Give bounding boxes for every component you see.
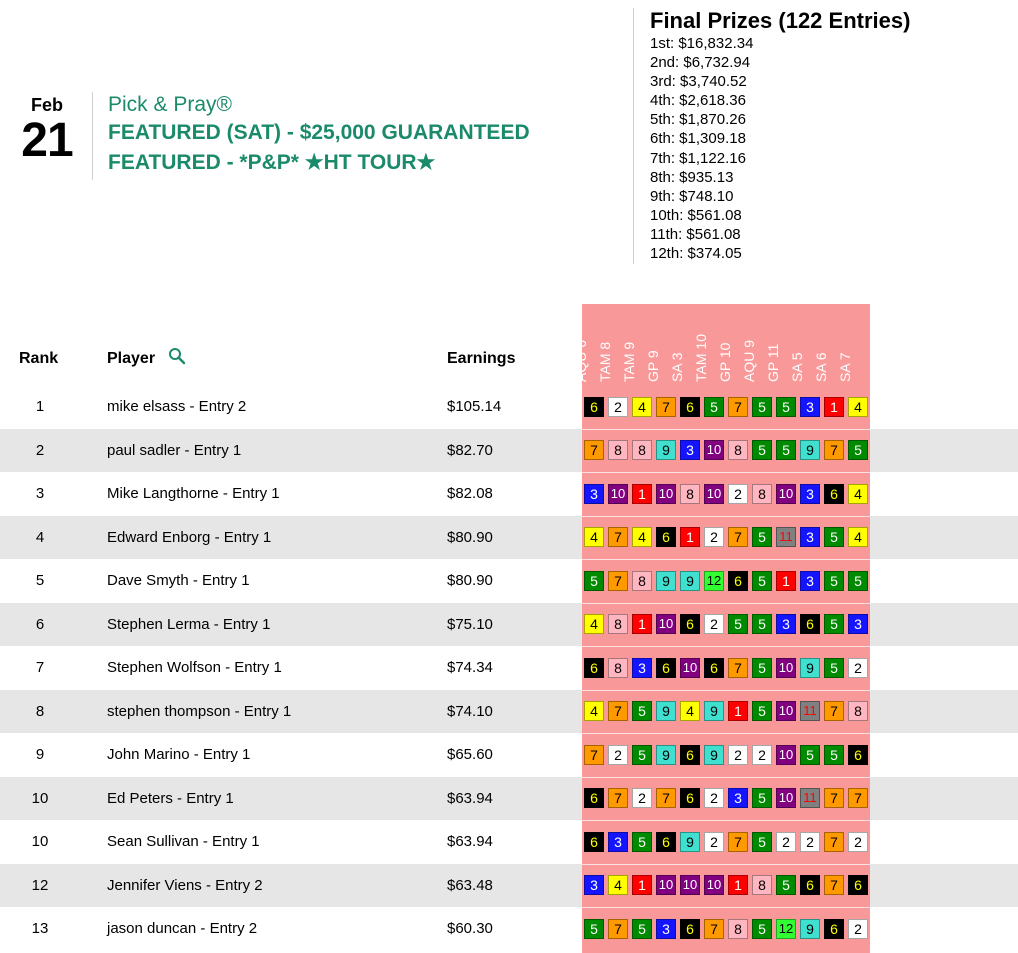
prize-line: 4th: $2,618.36: [650, 92, 746, 110]
pick-badge: 9: [800, 440, 820, 460]
pick-badge: 7: [608, 527, 628, 547]
pick-badge: 2: [704, 788, 724, 808]
pick-badge: 2: [704, 527, 724, 547]
race-header-label: TAM 9: [621, 341, 637, 382]
rank-cell: 4: [35, 528, 45, 546]
row-separator: [582, 820, 870, 821]
race-header-label: GP 9: [645, 350, 661, 382]
race-header-label: SA 5: [789, 352, 805, 382]
rank-cell: 13: [31, 920, 49, 937]
pick-badge: 9: [704, 745, 724, 765]
pick-badge: 8: [680, 484, 700, 504]
pick-badge: 8: [752, 875, 772, 895]
pick-badge: 3: [656, 919, 676, 939]
pick-badge: 5: [776, 440, 796, 460]
pick-badge: 5: [752, 701, 772, 721]
pick-badge: 6: [584, 658, 604, 678]
pick-badge: 10: [704, 484, 724, 504]
pick-badge: 3: [800, 571, 820, 591]
pick-badge: 4: [848, 397, 868, 417]
pick-badge: 1: [824, 397, 844, 417]
pick-badge: 2: [800, 832, 820, 852]
player-name[interactable]: Sean Sullivan - Entry 1: [107, 833, 260, 850]
pick-badge: 6: [680, 397, 700, 417]
player-header: Player: [107, 350, 156, 367]
pick-badge: 8: [728, 440, 748, 460]
pick-badge: 5: [776, 875, 796, 895]
earnings-cell: $82.70: [447, 441, 493, 459]
pick-badge: 5: [752, 527, 772, 547]
earnings-cell: $105.14: [447, 398, 502, 415]
earnings-cell: $74.34: [447, 659, 493, 676]
earnings-cell: $74.10: [447, 702, 493, 720]
rank-cell: 2: [35, 441, 45, 459]
earnings-cell: $82.08: [447, 485, 493, 502]
event-day: 21: [21, 114, 73, 167]
pick-badge: 10: [776, 745, 796, 765]
row-separator: [582, 559, 870, 560]
pick-badge: 7: [824, 832, 844, 852]
final-prizes: [650, 8, 910, 263]
pick-badge: 2: [848, 919, 868, 939]
pick-badge: 5: [632, 701, 652, 721]
rank-cell: 3: [35, 485, 45, 502]
pick-badge: 5: [752, 658, 772, 678]
rank-cell: 9: [35, 746, 45, 763]
pick-badge: 2: [848, 832, 868, 852]
pick-badge: 1: [776, 571, 796, 591]
rank-cell: 7: [35, 659, 45, 676]
pick-badge: 8: [608, 440, 628, 460]
pick-badge: 5: [848, 440, 868, 460]
pick-badge: 5: [752, 440, 772, 460]
pick-badge: 11: [776, 527, 796, 547]
row-separator: [582, 690, 870, 691]
event-date: [14, 94, 80, 166]
pick-badge: 7: [728, 832, 748, 852]
pick-badge: 4: [584, 701, 604, 721]
pick-badge: 6: [680, 788, 700, 808]
pick-badge: 10: [776, 701, 796, 721]
pick-badge: 10: [680, 875, 700, 895]
player-name[interactable]: John Marino - Entry 1: [107, 746, 251, 763]
pick-badge: 3: [776, 614, 796, 634]
prizes-heading: Final Prizes (122 Entries): [650, 8, 911, 33]
pick-badge: 9: [680, 571, 700, 591]
pick-badge: 11: [800, 701, 820, 721]
race-header-label: AQU 9: [741, 339, 757, 382]
race-header-label: GP 10: [717, 342, 733, 382]
pick-badge: 5: [632, 919, 652, 939]
pick-badge: 10: [776, 484, 796, 504]
pick-badge: 7: [608, 571, 628, 591]
row-separator: [582, 472, 870, 473]
header-divider: [92, 92, 93, 180]
player-name[interactable]: stephen thompson - Entry 1: [107, 702, 292, 720]
pick-badge: 6: [584, 788, 604, 808]
pick-badge: 10: [656, 875, 676, 895]
pick-badge: 7: [584, 745, 604, 765]
pick-badge: 11: [800, 788, 820, 808]
pick-badge: 10: [656, 484, 676, 504]
pick-badge: 6: [800, 875, 820, 895]
player-name[interactable]: Edward Enborg - Entry 1: [107, 528, 272, 546]
pick-badge: 6: [800, 614, 820, 634]
earnings-cell: $63.48: [447, 876, 493, 894]
pick-badge: 8: [608, 614, 628, 634]
pick-badge: 9: [656, 571, 676, 591]
pick-badge: 7: [608, 919, 628, 939]
pick-badge: 3: [584, 484, 604, 504]
game-name: Pick & Pray®: [108, 93, 233, 116]
pick-badge: 2: [704, 832, 724, 852]
player-name[interactable]: Dave Smyth - Entry 1: [107, 572, 250, 589]
player-name[interactable]: paul sadler - Entry 1: [107, 441, 242, 459]
pick-badge: 10: [776, 788, 796, 808]
pick-badge: 6: [848, 875, 868, 895]
pick-badge: 3: [800, 527, 820, 547]
race-header-label: AQU 6: [573, 339, 589, 382]
row-separator: [582, 777, 870, 778]
pick-badge: 1: [632, 484, 652, 504]
player-name[interactable]: Stephen Wolfson - Entry 1: [107, 659, 282, 676]
pick-badge: 5: [632, 832, 652, 852]
pick-badge: 7: [824, 788, 844, 808]
race-header: [837, 304, 871, 382]
race-header-label: SA 7: [837, 352, 853, 382]
row-separator: [582, 907, 870, 908]
rank-cell: 10: [31, 833, 49, 850]
pick-badge: 3: [728, 788, 748, 808]
race-header-label: SA 6: [813, 352, 829, 382]
row-separator: [582, 733, 870, 734]
earnings-cell: $63.94: [447, 789, 493, 807]
search-icon[interactable]: [168, 347, 186, 365]
pick-badge: 3: [680, 440, 700, 460]
rank-cell: 10: [31, 789, 49, 807]
pick-badge: 4: [632, 397, 652, 417]
earnings-cell: $60.30: [447, 920, 493, 937]
pick-badge: 5: [752, 788, 772, 808]
prize-line: 6th: $1,309.18: [650, 130, 746, 148]
pick-badge: 2: [608, 397, 628, 417]
pick-badge: 7: [656, 397, 676, 417]
pick-badge: 7: [728, 397, 748, 417]
pick-badge: 9: [656, 745, 676, 765]
prize-line: 2nd: $6,732.94: [650, 54, 751, 72]
pick-badge: 5: [584, 919, 604, 939]
pick-badge: 8: [608, 658, 628, 678]
pick-badge: 5: [824, 614, 844, 634]
pick-badge: 7: [608, 788, 628, 808]
contest-title: FEATURED (SAT) - $25,000 GUARANTEED: [108, 121, 530, 144]
player-name[interactable]: Stephen Lerma - Entry 1: [107, 615, 271, 633]
pick-badge: 5: [632, 745, 652, 765]
pick-badge: 2: [608, 745, 628, 765]
pick-badge: 3: [632, 658, 652, 678]
earnings-cell: $63.94: [447, 833, 493, 850]
contest-subtitle: FEATURED - *P&P* ★HT TOUR★: [108, 151, 436, 174]
pick-badge: 6: [824, 484, 844, 504]
pick-badge: 2: [776, 832, 796, 852]
player-name[interactable]: mike elsass - Entry 2: [107, 398, 247, 415]
pick-badge: 2: [728, 745, 748, 765]
pick-badge: 4: [584, 614, 604, 634]
race-header-label: TAM 10: [693, 334, 709, 382]
pick-badge: 6: [728, 571, 748, 591]
race-header-label: GP 11: [765, 343, 781, 382]
pick-badge: 1: [632, 875, 652, 895]
pick-badge: 6: [656, 658, 676, 678]
pick-badge: 4: [848, 527, 868, 547]
rank-cell: 8: [35, 702, 45, 720]
pick-badge: 9: [680, 832, 700, 852]
pick-badge: 9: [656, 440, 676, 460]
rank-cell: 5: [35, 572, 45, 589]
pick-badge: 4: [632, 527, 652, 547]
pick-badge: 7: [608, 701, 628, 721]
pick-badge: 5: [824, 658, 844, 678]
pick-badge: 7: [728, 658, 748, 678]
pick-badge: 9: [800, 658, 820, 678]
pick-badge: 5: [728, 614, 748, 634]
pick-badge: 10: [608, 484, 628, 504]
pick-badge: 5: [848, 571, 868, 591]
pick-badge: 2: [704, 614, 724, 634]
rank-cell: 1: [35, 398, 45, 415]
pick-badge: 5: [752, 571, 772, 591]
prize-line: 10th: $561.08: [650, 206, 742, 224]
prize-line: 5th: $1,870.26: [650, 111, 746, 129]
pick-badge: 9: [800, 919, 820, 939]
pick-badge: 6: [680, 614, 700, 634]
earnings-cell: $80.90: [447, 528, 493, 546]
race-header-label: SA 3: [669, 352, 685, 382]
pick-badge: 7: [656, 788, 676, 808]
race-header-label: TAM 8: [597, 341, 613, 382]
pick-badge: 9: [704, 701, 724, 721]
pick-badge: 4: [680, 701, 700, 721]
pick-badge: 3: [848, 614, 868, 634]
earnings-cell: $80.90: [447, 572, 493, 589]
pick-badge: 7: [728, 527, 748, 547]
pick-badge: 8: [632, 571, 652, 591]
pick-badge: 8: [632, 440, 652, 460]
pick-badge: 5: [584, 571, 604, 591]
pick-badge: 5: [824, 527, 844, 547]
earnings-cell: $65.60: [447, 746, 493, 763]
pick-badge: 5: [704, 397, 724, 417]
pick-badge: 5: [752, 397, 772, 417]
pick-badge: 6: [656, 832, 676, 852]
rank-header: Rank: [19, 350, 59, 367]
earnings-header: Earnings: [447, 350, 516, 367]
pick-badge: 4: [584, 527, 604, 547]
prize-line: 12th: $374.05: [650, 245, 742, 263]
pick-badge: 5: [800, 745, 820, 765]
pick-badge: 3: [608, 832, 628, 852]
pick-badge: 1: [680, 527, 700, 547]
pick-badge: 7: [848, 788, 868, 808]
prize-line: 8th: $935.13: [650, 168, 734, 186]
pick-badge: 9: [656, 701, 676, 721]
pick-badge: 1: [728, 701, 748, 721]
player-name[interactable]: Jennifer Viens - Entry 2: [107, 876, 263, 894]
pick-badge: 10: [680, 658, 700, 678]
pick-badge: 6: [704, 658, 724, 678]
prizes-divider: [633, 8, 634, 264]
contest-titles: [108, 92, 530, 178]
pick-badge: 1: [728, 875, 748, 895]
pick-badge: 5: [752, 832, 772, 852]
pick-badge: 5: [752, 614, 772, 634]
pick-badge: 8: [728, 919, 748, 939]
prize-line: 7th: $1,122.16: [650, 149, 746, 167]
pick-badge: 7: [824, 875, 844, 895]
pick-badge: 10: [704, 875, 724, 895]
pick-badge: 2: [848, 658, 868, 678]
pick-badge: 4: [608, 875, 628, 895]
rank-cell: 12: [31, 876, 49, 894]
pick-badge: 5: [824, 571, 844, 591]
pick-badge: 4: [848, 484, 868, 504]
pick-badge: 6: [584, 832, 604, 852]
pick-badge: 8: [848, 701, 868, 721]
player-name[interactable]: Ed Peters - Entry 1: [107, 789, 234, 807]
pick-badge: 6: [680, 919, 700, 939]
pick-badge: 7: [824, 701, 844, 721]
pick-badge: 3: [800, 397, 820, 417]
pick-badge: 5: [752, 919, 772, 939]
pick-badge: 6: [680, 745, 700, 765]
row-separator: [582, 864, 870, 865]
prize-line: 9th: $748.10: [650, 187, 734, 205]
pick-badge: 10: [704, 440, 724, 460]
row-separator: [582, 646, 870, 647]
pick-badge: 6: [584, 397, 604, 417]
pick-badge: 8: [752, 484, 772, 504]
player-name[interactable]: Mike Langthorne - Entry 1: [107, 485, 280, 502]
event-month: Feb: [30, 95, 63, 115]
pick-badge: 5: [776, 397, 796, 417]
pick-badge: 12: [776, 919, 796, 939]
pick-badge: 3: [584, 875, 604, 895]
pick-badge: 2: [632, 788, 652, 808]
row-separator: [582, 429, 870, 430]
pick-badge: 1: [632, 614, 652, 634]
player-name[interactable]: jason duncan - Entry 2: [107, 920, 258, 937]
prize-line: 11th: $561.08: [650, 225, 741, 243]
pick-badge: 2: [752, 745, 772, 765]
pick-badge: 6: [824, 919, 844, 939]
pick-badge: 7: [824, 440, 844, 460]
prize-line: 1st: $16,832.34: [650, 35, 754, 52]
pick-badge: 12: [704, 571, 724, 591]
pick-badge: 3: [800, 484, 820, 504]
prize-line: 3rd: $3,740.52: [650, 73, 747, 91]
earnings-cell: $75.10: [447, 615, 493, 633]
row-separator: [582, 516, 870, 517]
pick-badge: 7: [584, 440, 604, 460]
pick-badge: 7: [704, 919, 724, 939]
pick-badge: 10: [776, 658, 796, 678]
pick-badge: 10: [656, 614, 676, 634]
prize-list: [650, 34, 910, 263]
rank-cell: 6: [35, 615, 45, 633]
pick-badge: 5: [824, 745, 844, 765]
pick-badge: 6: [848, 745, 868, 765]
pick-badge: 2: [728, 484, 748, 504]
pick-badge: 6: [656, 527, 676, 547]
row-separator: [582, 603, 870, 604]
